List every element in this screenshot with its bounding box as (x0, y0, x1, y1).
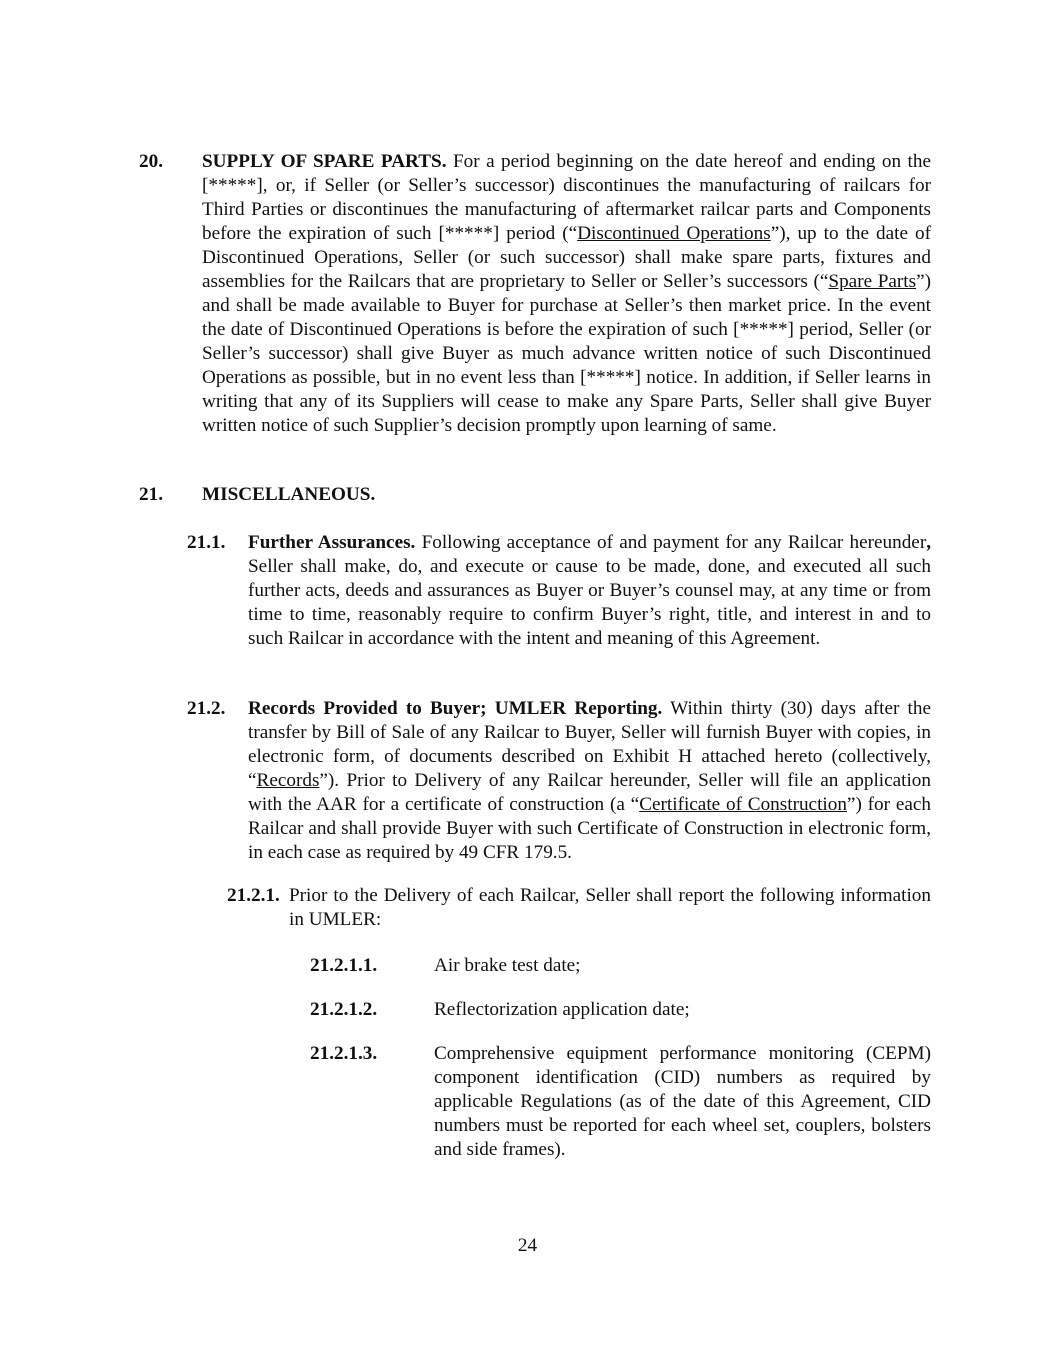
section-20-heading: SUPPLY OF SPARE PARTS. (202, 151, 447, 172)
term-spare-parts: Spare Parts (828, 271, 917, 292)
section-21-1-comma: , (926, 532, 932, 553)
section-20-text-2: ”), up to the date of Discontinued Operations, Seller (or such successor) shall make spare parts, fixtures and assemblies for the Railcars that are proprietary to Seller or Seller’s successors (“ (202, 223, 931, 292)
section-21-1-number: 21.1. (187, 532, 226, 553)
item-21-2-1-2-text: Reflectorization application date; (434, 999, 690, 1020)
section-21-number: 21. (139, 484, 163, 505)
section-21-1-text-1: Following acceptance of and payment for any Railcar hereunder (415, 532, 927, 553)
item-21-2-1-1-number: 21.2.1.1. (310, 955, 378, 976)
section-21-2-1-number: 21.2.1. (227, 885, 280, 906)
term-certificate-of-construction: Certificate of Construction (639, 794, 847, 815)
section-21-2-text-1: Within thirty (30) days after the transfer by Bill of Sale of any Railcar to Buyer, Seller will furnish Buyer with copies, in electronic form, of documents described on Exhibit H attached hereto (collectively, “ (248, 698, 931, 791)
section-20-text-3: ”) and shall be made available to Buyer for purchase at Seller’s then market price. In the event the date of Discontinued Operations is before the expiration of such [*****] period, Seller (or Seller’s successor) shall give Buyer as much advance written notice of such Discontinued Operations as possible, but in no event less than [*****] notice. In addition, if Seller learns in writing that any of its Suppliers will cease to make any Spare Parts, Seller shall give Buyer written notice of such Supplier’s decision promptly upon learning of same. (202, 271, 932, 436)
section-21-2-text-3: ”) for each Railcar and shall provide Buyer with such Certificate of Construction in electronic form, in each case as required by 49 CFR 179.5. (248, 794, 931, 863)
section-21-heading: MISCELLANEOUS. (202, 484, 376, 505)
item-21-2-1-3-text: Comprehensive equipment performance monitoring (CEPM) component identification (CID) numbers as required by applicable Regulations (as of the date of this Agreement, CID numbers must be reported for each wheel set, couplers, bolsters and side frames). (434, 1043, 931, 1160)
term-discontinued-operations: Discontinued Operations (577, 223, 771, 244)
page-number: 24 (517, 1235, 538, 1256)
item-21-2-1-3-number: 21.2.1.3. (310, 1043, 378, 1064)
section-21-2-text-2: ”). Prior to Delivery of any Railcar hereunder, Seller will file an application with the AAR for a certificate of construction (a “ (248, 770, 931, 815)
item-21-2-1-1-text: Air brake test date; (434, 955, 581, 976)
section-20-text-1: For a period beginning on the date hereof and ending on the [*****], or, if Seller (or Seller’s successor) discontinues the manufacturing of railcars for Third Parties or discontinues the manufacturing of aftermarket railcar parts and Components before the expiration of such [*****] period (“ (202, 151, 931, 244)
section-21-1-paragraph (248, 531, 931, 651)
section-20-number: 20. (139, 151, 163, 172)
section-21-2-1-paragraph: Prior to the Delivery of each Railcar, Seller shall report the following information in UMLER: (289, 885, 931, 930)
section-21-2-paragraph (248, 697, 931, 865)
section-21-2-number: 21.2. (187, 698, 226, 719)
item-21-2-1-2-number: 21.2.1.2. (310, 999, 378, 1020)
section-21-1-heading: Further Assurances. (248, 532, 416, 553)
section-21-1-text-2: Seller shall make, do, and execute or cause to be made, done, and executed all such further acts, deeds and assurances as Buyer or Buyer’s counsel may, at any time or from time to time, reasonably require to confirm Buyer’s right, title, and interest in and to such Railcar in accordance with the intent and meaning of this Agreement. (248, 556, 931, 649)
section-21-2-heading: Records Provided to Buyer; UMLER Reporting. (248, 698, 663, 719)
term-records: Records (256, 770, 320, 791)
section-20-paragraph (202, 150, 931, 438)
